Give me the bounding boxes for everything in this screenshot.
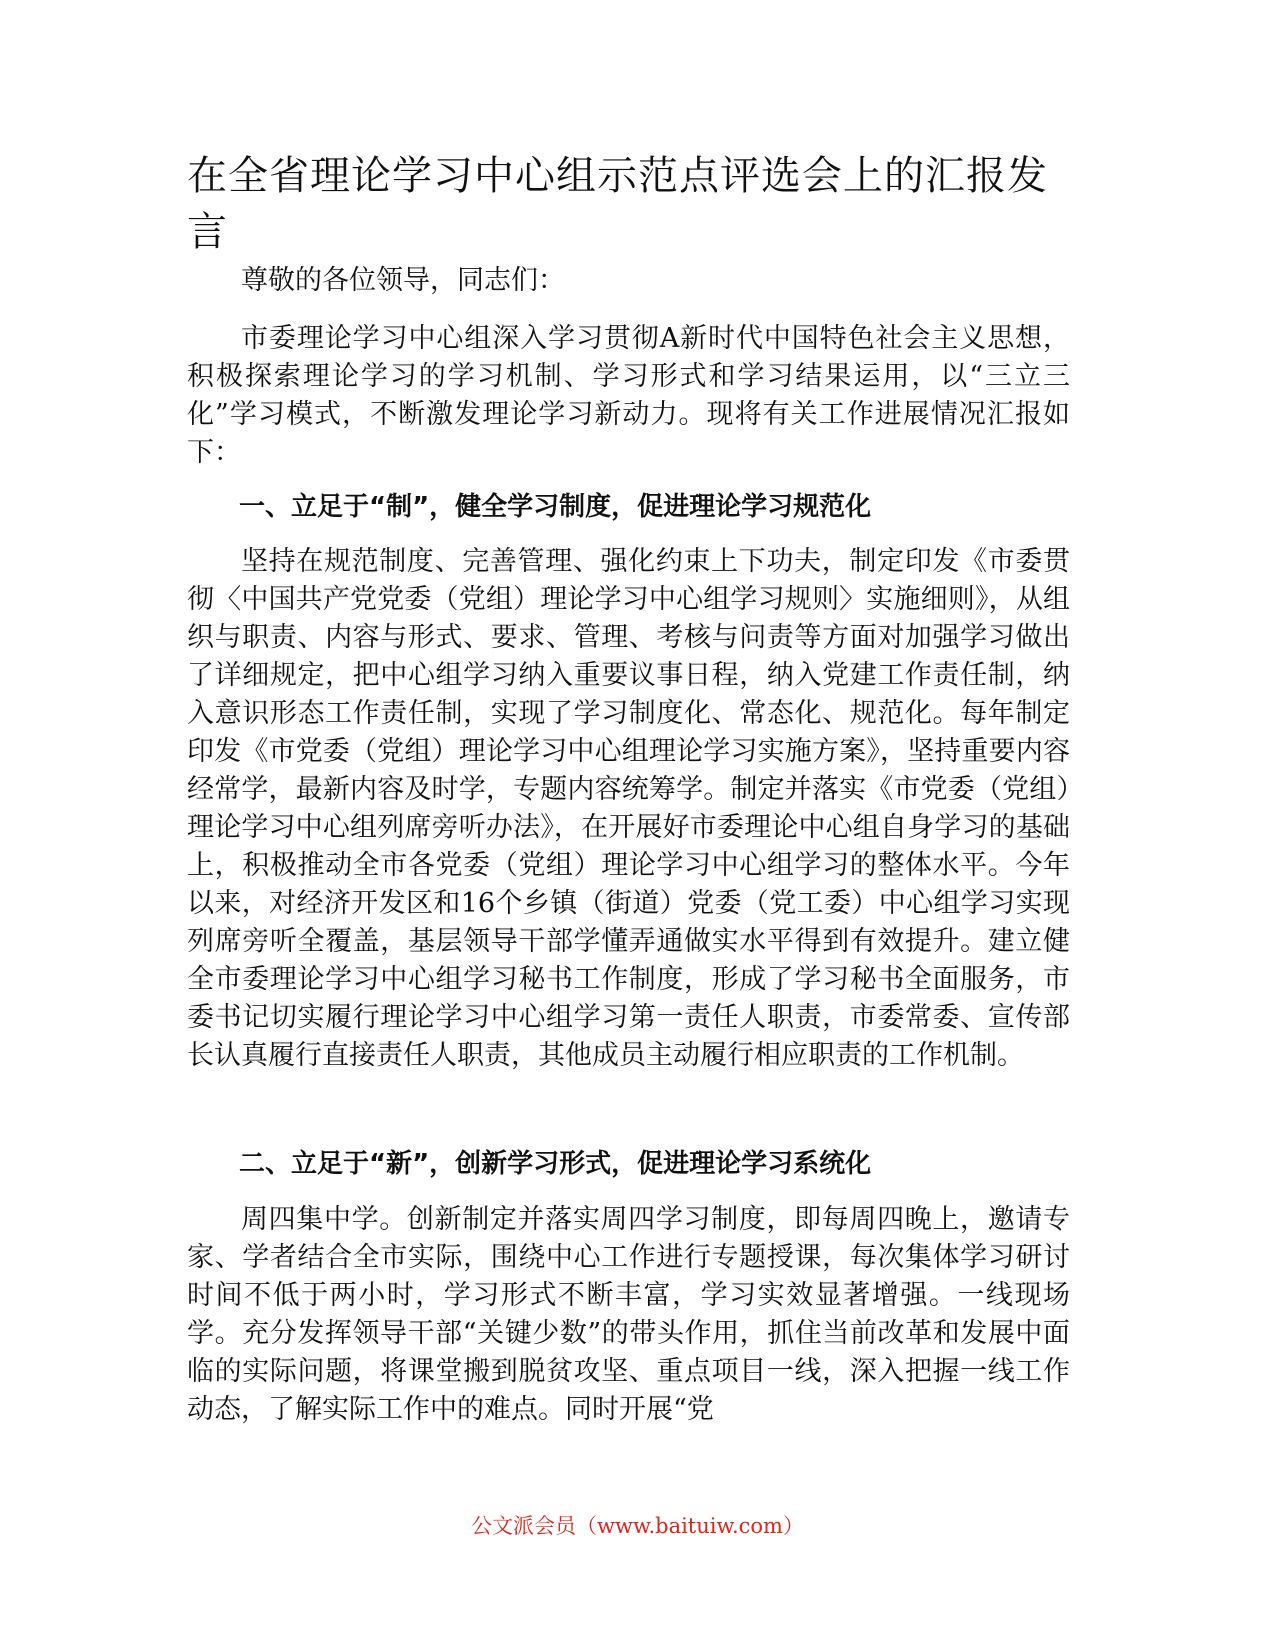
footer-watermark: 公文派会员（www.baituiw.com） xyxy=(471,1514,804,1538)
intro-paragraph: 市委理论学习中心组深入学习贯彻A新时代中国特色社会主义思想，积极探索理论学习的学习机制、学习形式和学习结果运用，以“三立三化”学习模式，不断激发理论学习新动力。现将有关工作进展情况汇报如下： xyxy=(187,323,1070,468)
section-1-paragraph: 坚持在规范制度、完善管理、强化约束上下功夫，制定印发《市委贯彻〈中国共产党党委（党组）理论学习中心组学习规则〉实施细则》，从组织与职责、内容与形式、要求、管理、考核与问责等方面对加强学习做出了详细规定，把中心组学习纳入重要议事日程，纳入党建工作责任制，纳入意识形态工作责任制，实现了学习制度化、常态化、规范化。每年制定印发《市党委（党组）理论学习中心组理论学习实施方案》，坚持重要内容经常学，最新内容及时学，专题内容统筹学。制定并落实《市党委（党组）理论学习中心组列席旁听办法》，在开展好市委理论中心组自身学习的基础上，积极推动全市各党委（党组）理论学习中心组学习的整体水平。今年以来，对经济开发区和16个乡镇（街道）党委（党工委）中心组学习实现列席旁听全覆盖，基层领导干部学懂弄通做实水平得到有效提升。建立健全市委理论学习中心组学习秘书工作制度，形成了学习秘书全面服务，市委书记切实履行理论学习中心组学习第一责任人职责，市委常委、宣传部长认真履行直接责任人职责，其他成员主动履行相应职责的工作机制。 xyxy=(187,546,1070,1071)
section-1-heading: 一、立足于“制”，健全学习制度，促进理论学习规范化 xyxy=(239,492,872,522)
section-2-paragraph: 周四集中学。创新制定并落实周四学习制度，即每周四晚上，邀请专家、学者结合全市实际，围绕中心工作进行专题授课，每次集体学习研讨时间不低于两小时，学习形式不断丰富，学习实效显著增强。一线现场学。充分发挥领导干部“关键少数”的带头作用，抓住当前改革和发展中面临的实际问题，将课堂搬到脱贫攻坚、重点项目一线，深入把握一线工作动态，了解实际工作中的难点。同时开展“党 xyxy=(187,1204,1070,1425)
section-2-heading: 二、立足于“新”，创新学习形式，促进理论学习系统化 xyxy=(239,1149,872,1179)
document-title: 在全省理论学习中心组示范点评选会上的汇报发言 xyxy=(187,153,1048,255)
salutation: 尊敬的各位领导，同志们： xyxy=(241,265,565,296)
